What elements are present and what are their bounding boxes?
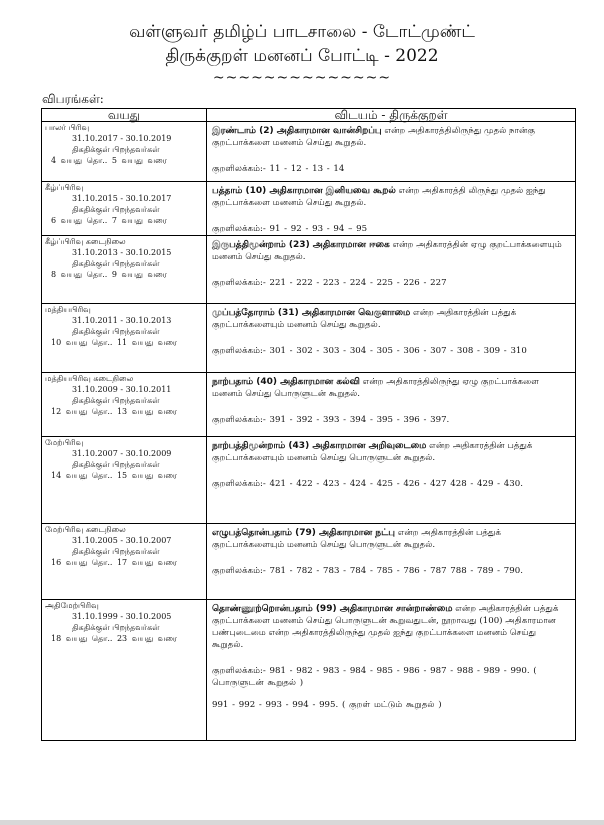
subject-cell	[207, 437, 576, 524]
age-range: 6 வயது தொ.. 7 வயது வரை	[51, 216, 167, 225]
born-within-label: திகதிக்குள் பிறந்தவர்கள்	[72, 205, 160, 214]
born-within-label: திகதிக்குள் பிறந்தவர்கள்	[72, 145, 160, 154]
column-header-subject: விடயம் - திருக்குறள்	[207, 109, 576, 122]
birth-date-range: 31.10.2017 - 30.10.2019	[72, 134, 172, 143]
subject-cell	[207, 304, 576, 373]
chapter-instruction: என்ற அதிகாரத்தின் பத்துக் குறட்பாக்களை மனனம் செய்து பொருளுடன் கூறுவதுடன், நூறாவது (100) அதிகாரமான பண்புடைமை என்ற அதிகாரத்திலிருந்து முதல் ஐந்து குறட்பாக்களை மனனம் செய்து கூறுதல்.	[212, 604, 559, 650]
subject-cell	[207, 373, 576, 437]
subject-cell	[207, 122, 576, 182]
kural-numbers: குறளிலக்கம்:- 421 - 422 - 423 - 424 - 425 - 426 - 427 428 - 429 - 430.	[212, 479, 523, 489]
level-name: மத்தியபிரிவு	[45, 305, 91, 314]
chapter-title: நாற்பதாம் (40) அதிகாரமான கல்வி	[212, 377, 360, 387]
details-label: விபரங்கள்:	[42, 92, 104, 106]
chapter-instruction: என்ற அதிகாரத்தின் ஏழு குறட்பாக்களையும் மனனம் செய்து கூறுதல்.	[212, 240, 562, 262]
born-within-label: திகதிக்குள் பிறந்தவர்கள்	[72, 547, 160, 556]
chapter-instruction: என்ற அதிகாரத்தின் பத்துக் குறட்பாக்களையும் மனனம் செய்து பொருளுடன் கூறுதல்.	[212, 441, 533, 463]
chapter-title: முப்பத்தோராம் (31) அதிகாரமான வெகுளாமை	[212, 308, 411, 318]
age-range: 8 வயது தொ.. 9 வயது வரை	[51, 270, 167, 279]
born-within-label: திகதிக்குள் பிறந்தவர்கள்	[72, 460, 160, 469]
kural-numbers: குறளிலக்கம்:- 221 - 222 - 223 - 224 - 225 - 226 - 227	[212, 278, 447, 288]
column-header-age: வயது	[42, 109, 207, 122]
kural-numbers: குறளிலக்கம்:- 781 - 782 - 783 - 784 - 785 - 786 - 787 788 - 789 - 790.	[212, 566, 523, 576]
birth-date-range: 31.10.2011 - 30.10.2013	[72, 316, 172, 325]
chapter-instruction: என்ற அதிகாரத்தின் பத்துக் குறட்பாக்களையும் மனனம் செய்து பொருளுடன் கூறுதல்.	[212, 528, 501, 550]
competition-table	[41, 108, 576, 741]
title-underline: ~~~~~~~~~~~~~~	[212, 70, 392, 86]
age-cell	[42, 600, 207, 741]
page-edge	[0, 820, 604, 825]
subject-cell	[207, 182, 576, 236]
level-name: மேற்பிரிவு	[45, 438, 84, 447]
table-row	[42, 304, 576, 373]
age-cell	[42, 524, 207, 600]
kural-numbers: குறளிலக்கம்:- 11 - 12 - 13 - 14	[212, 164, 345, 174]
level-name: கீழ்ப்பிரிவு கடைநிலை	[45, 237, 126, 246]
chapter-title: நாற்பத்திமூன்றாம் (43) அதிகாரமான அறிவுடைமை	[212, 441, 427, 451]
birth-date-range: 31.10.2015 - 30.10.2017	[72, 194, 172, 203]
table-row	[42, 236, 576, 304]
age-cell	[42, 182, 207, 236]
level-name: மத்தியபிரிவு கடைநிலை	[45, 374, 134, 383]
chapter-title: இருபத்திமூன்றாம் (23) அதிகாரமான ஈகை	[212, 240, 390, 250]
kural-numbers: குறளிலக்கம்:- 301 - 302 - 303 - 304 - 305 - 306 - 307 - 308 - 309 - 310	[212, 346, 527, 356]
birth-date-range: 31.10.2007 - 30.10.2009	[72, 449, 172, 458]
kural-numbers: குறளிலக்கம்:- 981 - 982 - 983 - 984 - 985 - 986 - 987 - 988 - 989 - 990. ( பொருளுடன் கூறுதல் )	[212, 666, 537, 688]
subject-cell	[207, 524, 576, 600]
age-range: 16 வயது தொ.. 17 வயது வரை	[51, 558, 178, 567]
level-name: மேற்பிரிவு கடைநிலை	[45, 525, 126, 534]
chapter-instruction: என்ற அதிகாரத்திலிருந்து ஏழு குறட்பாக்களை மனனம் செய்து பொருளுடன் கூறுதல்.	[212, 377, 539, 399]
birth-date-range: 31.10.2009 - 30.10.2011	[72, 385, 172, 394]
birth-date-range: 31.10.2013 - 30.10.2015	[72, 248, 172, 257]
born-within-label: திகதிக்குள் பிறந்தவர்கள்	[72, 396, 160, 405]
chapter-instruction: என்ற அதிகாரத்தின் பத்துக் குறட்பாக்களையும் மனனம் செய்து கூறுதல்.	[212, 308, 517, 330]
age-range: 14 வயது தொ.. 15 வயது வரை	[51, 471, 178, 480]
born-within-label: திகதிக்குள் பிறந்தவர்கள்	[72, 623, 160, 632]
level-name: பாலர் பிரிவு	[45, 123, 90, 132]
table-header-row	[42, 109, 576, 122]
level-name: அதிமேற்பிரிவு	[45, 601, 99, 610]
level-name: கீழ்ப்பிரிவு	[45, 183, 84, 192]
competition-title: திருக்குறள் மனனப் போட்டி - 2022	[165, 46, 439, 66]
born-within-label: திகதிக்குள் பிறந்தவர்கள்	[72, 327, 160, 336]
age-cell	[42, 373, 207, 437]
subject-cell	[207, 236, 576, 304]
age-cell	[42, 122, 207, 182]
chapter-title: இரண்டாம் (2) அதிகாரமான வான்சிறப்பு	[212, 126, 382, 136]
age-range: 12 வயது தொ.. 13 வயது வரை	[51, 407, 178, 416]
table-row	[42, 182, 576, 236]
chapter-title: பத்தாம் (10) அதிகாரமான இனியவை கூறல்	[212, 186, 396, 196]
age-cell	[42, 236, 207, 304]
age-cell	[42, 437, 207, 524]
table-row	[42, 524, 576, 600]
chapter-instruction: என்ற அதிகாரத்திலிருந்து முதல் நான்கு குறட்பாக்களை மனனம் செய்து கூறுதல்.	[212, 126, 535, 148]
age-range: 10 வயது தொ.. 11 வயது வரை	[51, 338, 178, 347]
school-title: வள்ளுவர் தமிழ்ப் பாடசாலை - டோட்முண்ட்	[129, 22, 475, 42]
age-cell	[42, 304, 207, 373]
chapter-title: எழுபத்தொன்பதாம் (79) அதிகாரமான நட்பு	[212, 528, 395, 538]
chapter-title: தொண்ணூற்றொன்பதாம் (99) அதிகாரமான சான்றாண்மை	[212, 604, 453, 614]
birth-date-range: 31.10.1999 - 30.10.2005	[72, 612, 172, 621]
table-row	[42, 437, 576, 524]
born-within-label: திகதிக்குள் பிறந்தவர்கள்	[72, 259, 160, 268]
birth-date-range: 31.10.2005 - 30.10.2007	[72, 536, 172, 545]
subject-cell	[207, 600, 576, 741]
table-row	[42, 600, 576, 741]
kural-numbers: குறளிலக்கம்:- 391 - 392 - 393 - 394 - 395 - 396 - 397.	[212, 415, 450, 425]
table-row	[42, 122, 576, 182]
kural-numbers: குறளிலக்கம்:- 91 - 92 - 93 - 94 – 95	[212, 224, 368, 234]
age-range: 18 வயது தொ.. 23 வயது வரை	[51, 634, 178, 643]
kural-numbers-extra: 991 - 992 - 993 - 994 - 995. ( குறள் மட்டும் கூறுதல் )	[212, 700, 442, 710]
table-row	[42, 373, 576, 437]
age-range: 4 வயது தொ.. 5 வயது வரை	[51, 156, 167, 165]
chapter-instruction: என்ற அதிகாரத்தி லிருந்து முதல் ஐந்து குறட்பாக்களை மனனம் செய்து கூறுதல்.	[212, 186, 546, 208]
